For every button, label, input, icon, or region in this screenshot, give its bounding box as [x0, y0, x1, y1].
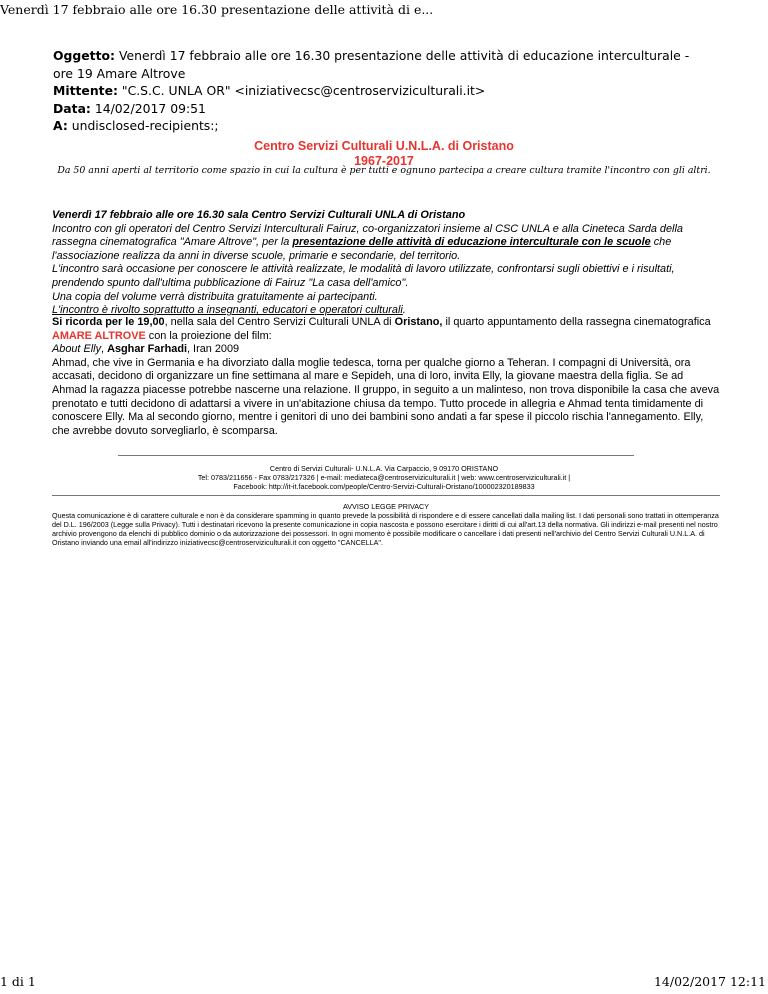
film-director: Asghar Farhadi — [107, 343, 187, 356]
date-label: Data: — [53, 100, 91, 116]
footer-contact — [0, 464, 768, 491]
series-name: AMARE ALTROVE — [52, 329, 146, 342]
event-paragraph-3: Una copia del volume verrà distribuita gratuitamente ai partecipanti. — [52, 290, 378, 303]
sender-line — [53, 82, 713, 100]
footer-divider-top — [118, 455, 634, 456]
page-number: 1 di 1 — [0, 974, 36, 989]
print-timestamp: 14/02/2017 12:11 — [653, 974, 766, 989]
screening-city: Oristano, — [394, 316, 443, 328]
privacy-notice — [52, 502, 720, 547]
org-name: Centro Servizi Culturali U.N.L.A. di Oristano — [254, 139, 514, 153]
privacy-heading: AVVISO LEGGE PRIVACY — [342, 502, 429, 511]
screening-section — [52, 316, 720, 438]
date-line — [53, 100, 713, 118]
event-paragraph-2: L'incontro sarà occasione per conoscere le attività realizzate, le modalità di lavoro utilizzate, confrontarsi sugli obiettivi e i risultati, prendendo spunto dall'ultima pubblicazione di Fairuz "La casa dell'amico". — [52, 263, 675, 289]
subject-line — [53, 47, 713, 82]
document-title: Venerdì 17 febbraio alle ore 16.30 presentazione delle attività di e... — [0, 2, 434, 17]
date-value: 14/02/2017 09:51 — [94, 100, 206, 116]
event-heading: Venerdì 17 febbraio alle ore 16.30 sala Centro Servizi Culturali UNLA di Oristano — [52, 209, 466, 221]
footer-facebook: Facebook: http://it-it.facebook.com/people/Centro-Servizi-Culturali-Oristano/100002320189833 — [233, 482, 535, 491]
event-announcement — [52, 209, 720, 318]
screening-lead-end: con la proiezione del film: — [145, 329, 272, 342]
to-line — [53, 117, 713, 135]
subject-value: Venerdì 17 febbraio alle ore 16.30 presentazione delle attività di educazione interculturale - ore 19 Amare Altrove — [53, 48, 690, 81]
footer-phone-email: Tel: 0783/211656 - Fax 0783/217326 | e-mail: mediateca@centroserviziculturali.it | web: www.centroserviziculturali.it | — [197, 473, 571, 482]
footer-divider-bottom — [52, 495, 720, 496]
to-value: undisclosed-recipients:; — [71, 118, 219, 133]
event-paragraph-1 — [52, 223, 720, 264]
footer-address: Centro di Servizi Culturali- U.N.L.A. Via Carpaccio, 9 09170 ORISTANO — [269, 464, 499, 473]
subject-label: Oggetto: — [53, 48, 115, 63]
privacy-text: Questa comunicazione è di carattere culturale e non è da considerare spamming in quanto prevede la possibilità di rispondere e di essere cancellati dalla mailing list. I dati personali sono trattati in ottemperanza del D.L. 196/2003 (Legge sulla Privacy). Tutti i destinatari ricevono la presente comunicazione in copia nascosta e possono esercitare i diritti di cui all'art.13 della normativa. Gli indirizzi e-mail presenti nel nostro archivio provengono da elenchi di pubblico dominio o da autorizzazione dei possessori. In ogni momento è possibile modificare o cancellare i dati presenti nell'archivio del Centro Servizi Culturali U.N.L.A. di Oristano inviando una email all'indirizzo iniziativecsc@centroserviziculturali.it con oggetto "CANCELLA". — [52, 511, 719, 547]
org-years: 1967-2017 — [354, 154, 414, 168]
email-header — [53, 47, 713, 135]
event-p1-text: Incontro con gli operatori del Centro Servizi Interculturali Fairuz, co-organizzatori insieme al CSC UNLA e alla Cineteca Sarda della rassegna cinematografica "Amare Altrove", per la — [52, 222, 683, 249]
event-presentation-link[interactable]: presentazione delle attività di educazione interculturale con le scuole — [292, 236, 651, 249]
screening-lead-after: il quarto appuntamento della rassegna cinematografica — [442, 316, 711, 328]
event-p1-tail: che l'associazione realizza da anni in diverse scuole, primarie e secondarie, del territorio. — [52, 236, 672, 262]
org-tagline: Da 50 anni aperti al territorio come spazio in cui la cultura è per tutti e ognuno partecipa a creare cultura tramite l'incontro con gli altri. — [57, 165, 711, 176]
sender-value: "C.S.C. UNLA OR" <iniziativecsc@centroserviziculturali.it> — [121, 83, 486, 98]
screening-lead-text: , nella sala del Centro Servizi Culturali UNLA di — [164, 316, 395, 328]
sender-label: Mittente: — [53, 83, 118, 98]
event-audience: L'incontro è rivolto soprattutto a insegnanti, educatori e operatori culturali — [52, 304, 403, 317]
film-info: , Iran 2009 — [187, 343, 240, 356]
screening-time: Si ricorda per le 19,00 — [52, 316, 165, 328]
film-line: About Elly, Asghar Farhadi, Iran 2009 — [52, 343, 240, 356]
film-title: About Elly — [52, 343, 102, 356]
film-synopsis: Ahmad, che vive in Germania e ha divorziato dalla moglie tedesca, torna per qualche giorno a Teheran. I compagni di Università, ora accasati, decidono di organizzare un fine settimana al mare e Sepideh, una di loro, invita Elly, la giovane maestra della figlia. Se ad Ahmad la ragazza piacesse potrebbe nascerne una relazione. Il gruppo, in seguito a un malinteso, non trova disponibile la casa che aveva prenotato e tutti decidono di adattarsi a vivere in un'abitazione chiusa da tempo. Tutto procede in allegria e Ahmad tenta timidamente di conoscere Elly. Ma al secondo giorno, mentre i genitori di uno dei bambini sono andati a far spese il piccolo rischia l'annegamento. Elly, che avrebbe dovuto sorvegliarlo, è scomparsa. — [52, 356, 720, 437]
to-label: A: — [53, 118, 68, 133]
event-paragraph-4: L'incontro è rivolto soprattutto a insegnanti, educatori e operatori culturali. — [52, 304, 406, 317]
screening-lead — [52, 316, 720, 343]
